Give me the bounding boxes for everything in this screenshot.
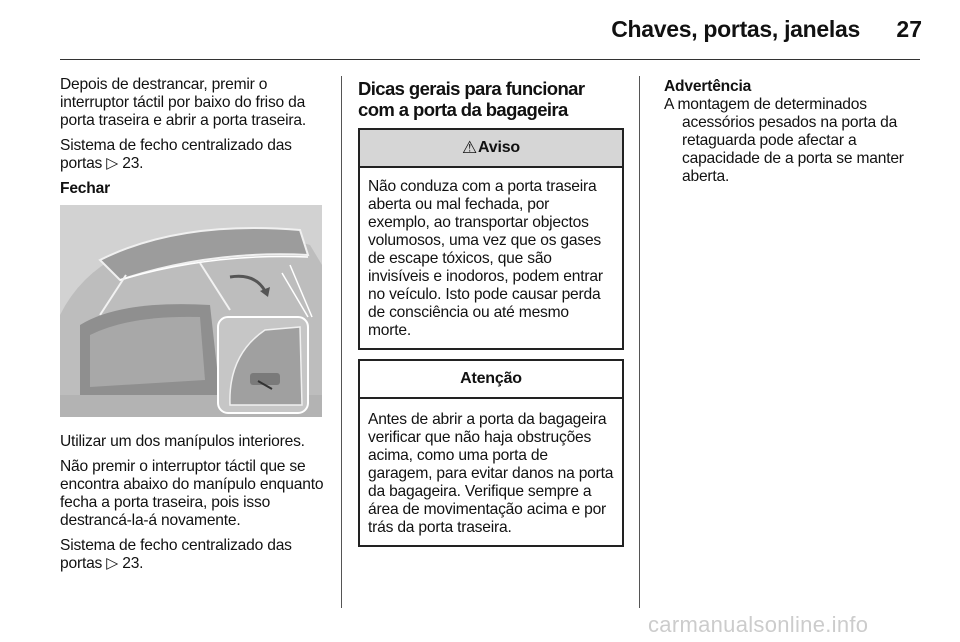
header-rule <box>60 59 920 60</box>
ref-arrow-icon: ▷ <box>106 155 119 172</box>
warning-box <box>358 128 624 350</box>
warning-text: Não conduza com a porta traseira aberta ou mal fechada, por exemplo, ao transportar objectos volumosos, uma vez que os gases de escape tóxicos, que são invisíveis e inodoros, podem entrar no veículo. Isto pode causar perda de consciência ou até mesmo morte. <box>368 178 603 339</box>
paragraph-central-locking-2 <box>60 537 328 573</box>
column-1 <box>60 76 328 580</box>
page-header-title: Chaves, portas, janelas <box>611 16 860 42</box>
page-reference: 23. <box>122 555 144 572</box>
page-reference: 23. <box>122 155 144 172</box>
tailgate-illustration <box>60 205 322 417</box>
paragraph-central-locking-text: Sistema de fecho centralizado das portas <box>60 137 292 172</box>
paragraph-use-handles: Utilizar um dos manípulos interiores. <box>60 433 305 450</box>
caution-label: Atenção <box>460 370 522 387</box>
paragraph-no-press: Não premir o interruptor táctil que se encontra abaixo do manípulo enquanto fecha a porta traseira, pois isso destrancá-la-á novamente. <box>60 458 324 529</box>
notice-text: A montagem de determinados acessórios pesados na porta da retaguarda pode afectar a capacidade de a porta se manter aberta. <box>664 96 904 185</box>
tailgate-drawing <box>60 205 322 417</box>
ref-arrow-icon: ▷ <box>106 555 119 572</box>
section-title-tips: Dicas gerais para funcionar com a porta da bagageira <box>358 78 585 120</box>
page-number: 27 <box>896 16 922 42</box>
warning-box-header <box>360 130 622 168</box>
paragraph-unlock: Depois de destrancar, premir o interruptor táctil por baixo do friso da porta traseira e abrir a porta traseira. <box>60 76 306 129</box>
column-divider-left <box>341 76 342 608</box>
caution-box-header <box>360 361 622 399</box>
column-2 <box>358 78 624 556</box>
column-3 <box>664 78 926 186</box>
watermark: carmanualsonline.info <box>648 612 869 637</box>
warning-label: Aviso <box>478 139 521 156</box>
subhead-close: Fechar <box>60 180 110 197</box>
column-divider-right <box>639 76 640 608</box>
caution-text: Antes de abrir a porta da bagageira verificar que não haja obstruções acima, como uma porta de garagem, para evitar danos na porta da bagageira. Verifique sempre a área de movimentação acima e por trás da porta traseira. <box>368 411 614 536</box>
notice-title: Advertência <box>664 78 752 95</box>
paragraph-central-locking <box>60 137 328 173</box>
caution-box <box>358 359 624 547</box>
warning-triangle-icon: ⚠ <box>461 138 478 157</box>
paragraph-central-locking-2-text: Sistema de fecho centralizado das portas <box>60 537 292 572</box>
